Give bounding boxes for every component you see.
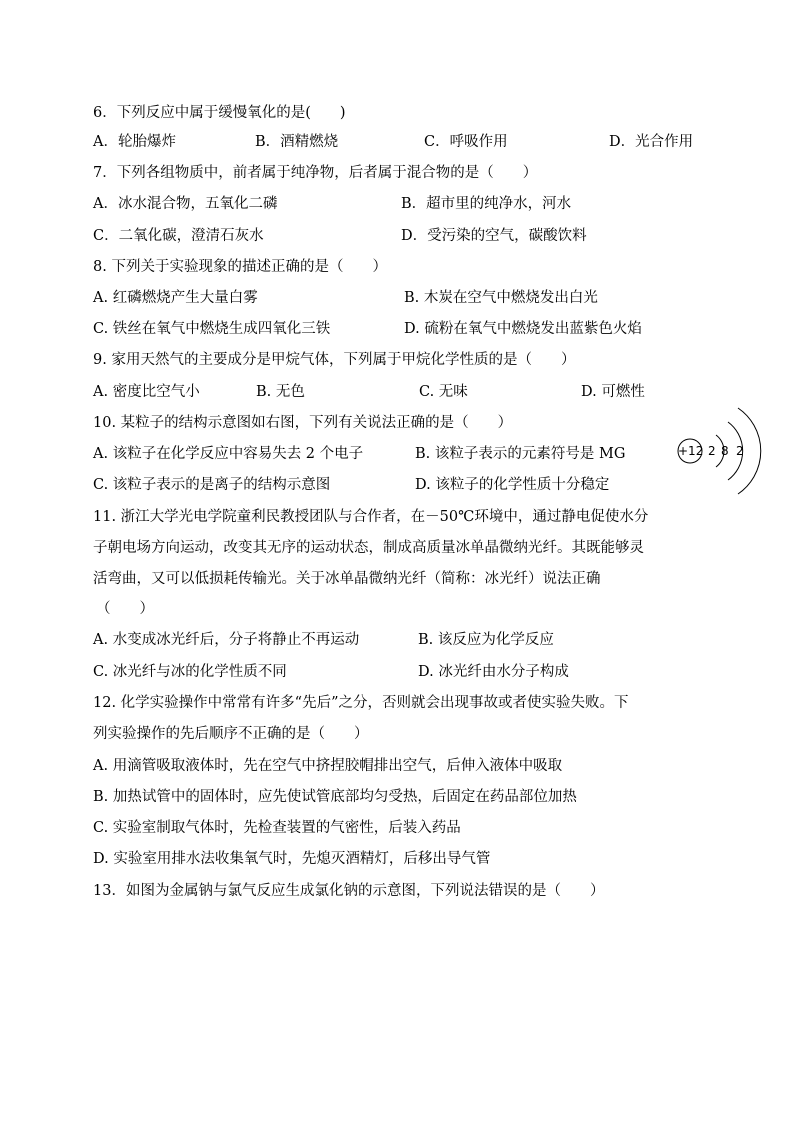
- question-6-stem: 6．下列反应中属于缓慢氧化的是( ): [93, 105, 346, 121]
- shell-1-electrons: 2: [708, 444, 716, 458]
- nucleus-charge: +12: [678, 444, 704, 458]
- shell-2-electrons: 8: [721, 444, 729, 458]
- question-12-option-b: B. 加热试管中的固体时，应先使试管底部均匀受热，后固定在药品部位加热: [93, 789, 577, 805]
- question-8-option-c: C. 铁丝在氧气中燃烧生成四氧化三铁: [93, 321, 331, 337]
- question-6-option-a: A．轮胎爆炸: [93, 134, 176, 150]
- question-10-option-b: B. 该粒子表示的元素符号是 MG: [415, 446, 626, 462]
- question-10-stem: 10. 某粒子的结构示意图如右图，下列有关说法正确的是（ ）: [93, 415, 513, 431]
- question-9-option-b: B. 无色: [256, 384, 305, 400]
- question-12-option-d: D. 实验室用排水法收集氧气时，先熄灭酒精灯，后移出导气管: [93, 851, 491, 867]
- atom-structure-diagram: [672, 404, 782, 496]
- question-8-option-b: B. 木炭在空气中燃烧发出白光: [404, 290, 598, 306]
- question-7-option-b: B．超市里的纯净水，河水: [401, 196, 572, 212]
- question-11-option-b: B. 该反应为化学反应: [418, 632, 554, 648]
- question-11-line-3: 活弯曲，又可以低损耗传输光。关于冰单晶微纳光纤（简称：冰光纤）说法正确: [93, 571, 601, 587]
- question-13-stem: 13．如图为金属钠与氯气反应生成氯化钠的示意图，下列说法错误的是（ ）: [93, 883, 605, 899]
- question-11-option-d: D. 冰光纤由水分子构成: [418, 664, 569, 680]
- question-6-option-b: B．酒精燃烧: [255, 134, 339, 150]
- question-6-option-c: C．呼吸作用: [424, 134, 508, 150]
- question-9-stem: 9. 家用天然气的主要成分是甲烷气体，下列属于甲烷化学性质的是（ ）: [93, 352, 576, 368]
- question-9-option-a: A. 密度比空气小: [93, 384, 200, 400]
- question-10-option-c: C. 该粒子表示的是离子的结构示意图: [93, 477, 331, 493]
- question-7-option-c: C．二氧化碳，澄清石灰水: [93, 228, 264, 244]
- question-12-option-c: C. 实验室制取气体时，先检查装置的气密性，后装入药品: [93, 820, 461, 836]
- question-7-option-d: D．受污染的空气，碳酸饮料: [401, 228, 587, 244]
- question-7-option-a: A．冰水混合物，五氧化二磷: [93, 196, 278, 212]
- question-11-line-2: 子朝电场方向运动，改变其无序的运动状态，制成高质量冰单晶微纳光纤。其既能够灵: [93, 540, 644, 556]
- question-9-option-c: C. 无味: [419, 384, 468, 400]
- question-11-line-4: （ ）: [96, 601, 154, 617]
- question-12-line-1: 12. 化学实验操作中常常有许多“先后”之分，否则就会出现事故或者使实验失败。下: [93, 695, 629, 711]
- question-12-line-2: 列实验操作的先后顺序不正确的是（ ）: [93, 726, 369, 742]
- question-10-option-a: A. 该粒子在化学反应中容易失去 2 个电子: [93, 446, 364, 462]
- question-8-option-a: A. 红磷燃烧产生大量白雾: [93, 290, 258, 306]
- question-12-option-a: A. 用滴管吸取液体时，先在空气中挤捏胶帽排出空气，后伸入液体中吸取: [93, 758, 563, 774]
- shell-3-electrons: 2: [736, 444, 744, 458]
- question-11-line-1: 11. 浙江大学光电学院童利民教授团队与合作者，在－50℃环境中，通过静电促使水分: [93, 509, 649, 525]
- question-9-option-d: D. 可燃性: [581, 384, 645, 400]
- question-6-option-d: D．光合作用: [609, 134, 694, 150]
- question-11-option-a: A. 水变成冰光纤后，分子将静止不再运动: [93, 632, 360, 648]
- question-8-option-d: D. 硫粉在氧气中燃烧发出蓝紫色火焰: [404, 321, 642, 337]
- question-11-option-c: C. 冰光纤与冰的化学性质不同: [93, 664, 287, 680]
- question-8-stem: 8. 下列关于实验现象的描述正确的是（ ）: [93, 259, 387, 275]
- question-7-stem: 7．下列各组物质中，前者属于纯净物，后者属于混合物的是（ ）: [93, 165, 538, 181]
- question-10-option-d: D. 该粒子的化学性质十分稳定: [415, 477, 610, 493]
